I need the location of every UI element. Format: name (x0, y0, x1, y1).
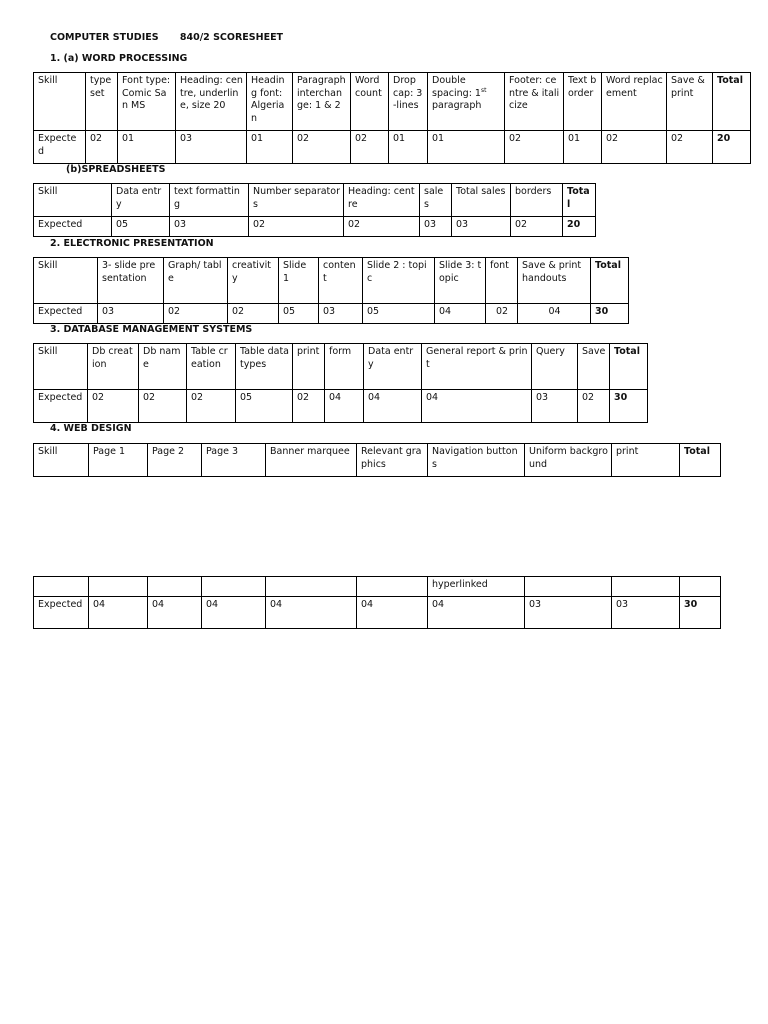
value-cell: Expected (34, 304, 98, 324)
header-cell: Slide 3: topic (435, 258, 486, 304)
value-cell: 02 (249, 217, 344, 237)
value-cell: 05 (236, 390, 293, 423)
value-cell-total: 30 (591, 304, 629, 324)
header-cell: Table data types (236, 344, 293, 390)
value-cell: 01 (428, 131, 505, 164)
header-cell: Heading font: Algerian (247, 73, 293, 131)
header-cell: Skill (34, 444, 89, 477)
double-spacing-tail: paragraph (432, 100, 482, 111)
header-cell-total: Total (713, 73, 751, 131)
value-cell: 03 (532, 390, 578, 423)
header-cell: Page 1 (89, 444, 148, 477)
value-cell: 04 (325, 390, 364, 423)
section-heading-web-design: 4. WEB DESIGN (50, 423, 132, 434)
table-row (34, 597, 721, 629)
value-cell: 01 (564, 131, 602, 164)
header-cell: Heading: centre, underline, size 20 (176, 73, 247, 131)
continuation-cell (89, 577, 148, 597)
header-cell: Drop cap: 3-lines (389, 73, 428, 131)
value-cell: 02 (228, 304, 279, 324)
header-cell: Navigation buttons (428, 444, 525, 477)
value-cell: 02 (486, 304, 518, 324)
header-cell-total: Total (563, 184, 596, 217)
value-cell-total: 20 (563, 217, 596, 237)
value-cell: 04 (435, 304, 486, 324)
value-cell: 04 (148, 597, 202, 629)
continuation-cell (357, 577, 428, 597)
value-cell: Expected (34, 597, 89, 629)
header-cell: print (293, 344, 325, 390)
continuation-cell (612, 577, 680, 597)
web-design-values-table (33, 576, 721, 629)
header-cell: sales (420, 184, 452, 217)
header-cell (428, 73, 505, 131)
ordinal-suffix: st (480, 86, 487, 94)
header-cell: Page 2 (148, 444, 202, 477)
header-cell: Graph/ table (164, 258, 228, 304)
value-cell: 03 (176, 131, 247, 164)
paper-code: 840/2 SCORESHEET (179, 32, 284, 43)
value-cell: 05 (363, 304, 435, 324)
header-cell: Relevant graphics (357, 444, 428, 477)
value-cell: 01 (247, 131, 293, 164)
header-cell: Text border (564, 73, 602, 131)
header-cell: Data entry (364, 344, 422, 390)
value-cell: 02 (86, 131, 118, 164)
section-heading-word-processing: 1. (a) WORD PROCESSING (50, 53, 188, 64)
value-cell: 03 (420, 217, 452, 237)
value-cell: 02 (344, 217, 420, 237)
header-cell: Slide 1 (279, 258, 319, 304)
header-cell: Uniform background (525, 444, 612, 477)
table-row (34, 577, 721, 597)
header-cell: Skill (34, 258, 98, 304)
table-row (34, 184, 596, 217)
value-cell: 05 (112, 217, 170, 237)
table-row (34, 258, 629, 304)
header-cell: borders (511, 184, 563, 217)
header-cell: Save & print handouts (518, 258, 591, 304)
value-cell: 02 (511, 217, 563, 237)
value-cell: 04 (422, 390, 532, 423)
spreadsheets-table (33, 183, 596, 237)
table-row (34, 73, 751, 131)
document-title (50, 32, 283, 43)
continuation-cell (266, 577, 357, 597)
header-cell-total: Total (680, 444, 721, 477)
header-cell: Save (578, 344, 610, 390)
header-cell: Db name (139, 344, 187, 390)
value-cell: 03 (98, 304, 164, 324)
value-cell: 03 (319, 304, 363, 324)
header-cell-total: Total (610, 344, 648, 390)
value-cell-total: 30 (680, 597, 721, 629)
title-text: COMPUTER STUDIES (50, 32, 159, 43)
word-processing-table (33, 72, 751, 164)
value-cell: 05 (279, 304, 319, 324)
value-cell: 04 (89, 597, 148, 629)
header-cell: Banner marquee (266, 444, 357, 477)
value-cell: 02 (578, 390, 610, 423)
header-cell: Save & print (667, 73, 713, 131)
continuation-cell: hyperlinked (428, 577, 525, 597)
value-cell: 03 (170, 217, 249, 237)
double-spacing-label: Double spacing: 1 (432, 75, 481, 99)
header-cell: Slide 2 : topic (363, 258, 435, 304)
table-row (34, 304, 629, 324)
value-cell-total: 30 (610, 390, 648, 423)
value-cell: Expected (34, 131, 86, 164)
value-cell: 02 (602, 131, 667, 164)
value-cell: 02 (505, 131, 564, 164)
section-heading-presentation: 2. ELECTRONIC PRESENTATION (50, 238, 214, 249)
value-cell: 04 (202, 597, 266, 629)
continuation-cell (202, 577, 266, 597)
header-cell: Paragraph interchange: 1 & 2 (293, 73, 351, 131)
header-cell: Db creation (88, 344, 139, 390)
header-cell: Word count (351, 73, 389, 131)
header-cell: Table creation (187, 344, 236, 390)
continuation-cell (680, 577, 721, 597)
section-heading-database: 3. DATABASE MANAGEMENT SYSTEMS (50, 324, 253, 335)
table-row (34, 390, 648, 423)
value-cell: 02 (139, 390, 187, 423)
header-cell: Page 3 (202, 444, 266, 477)
value-cell: 02 (187, 390, 236, 423)
value-cell: 03 (612, 597, 680, 629)
value-cell: 02 (293, 131, 351, 164)
value-cell: 01 (389, 131, 428, 164)
value-cell: 02 (293, 390, 325, 423)
header-cell: Number separators (249, 184, 344, 217)
header-cell: creativity (228, 258, 279, 304)
header-cell: type set (86, 73, 118, 131)
value-cell-total: 20 (713, 131, 751, 164)
header-cell: Skill (34, 73, 86, 131)
value-cell: 02 (88, 390, 139, 423)
value-cell: 02 (351, 131, 389, 164)
value-cell: 04 (518, 304, 591, 324)
value-cell: 04 (364, 390, 422, 423)
header-cell: Data entry (112, 184, 170, 217)
value-cell: Expected (34, 390, 88, 423)
value-cell: 03 (525, 597, 612, 629)
header-cell: print (612, 444, 680, 477)
header-cell: form (325, 344, 364, 390)
continuation-cell (148, 577, 202, 597)
section-heading-spreadsheets: (b)SPREADSHEETS (66, 164, 166, 175)
header-cell: Skill (34, 344, 88, 390)
value-cell: 04 (357, 597, 428, 629)
header-cell-total: Total (591, 258, 629, 304)
value-cell: 03 (452, 217, 511, 237)
table-row (34, 344, 648, 390)
web-design-header-table (33, 443, 721, 477)
table-row (34, 444, 721, 477)
header-cell: Skill (34, 184, 112, 217)
table-row (34, 217, 596, 237)
header-cell: General report & print (422, 344, 532, 390)
presentation-table (33, 257, 629, 324)
value-cell: 01 (118, 131, 176, 164)
value-cell: 04 (428, 597, 525, 629)
header-cell: Font type: Comic San MS (118, 73, 176, 131)
continuation-cell (525, 577, 612, 597)
header-cell: content (319, 258, 363, 304)
header-cell: Word replacement (602, 73, 667, 131)
value-cell: 02 (667, 131, 713, 164)
table-row (34, 131, 751, 164)
header-cell: Query (532, 344, 578, 390)
header-cell: Footer: centre & italicize (505, 73, 564, 131)
header-cell: Total sales (452, 184, 511, 217)
continuation-cell (34, 577, 89, 597)
header-cell: font (486, 258, 518, 304)
value-cell: Expected (34, 217, 112, 237)
header-cell: Heading: centre (344, 184, 420, 217)
value-cell: 02 (164, 304, 228, 324)
header-cell: 3- slide presentation (98, 258, 164, 304)
header-cell: text formatting (170, 184, 249, 217)
value-cell: 04 (266, 597, 357, 629)
database-table (33, 343, 648, 423)
